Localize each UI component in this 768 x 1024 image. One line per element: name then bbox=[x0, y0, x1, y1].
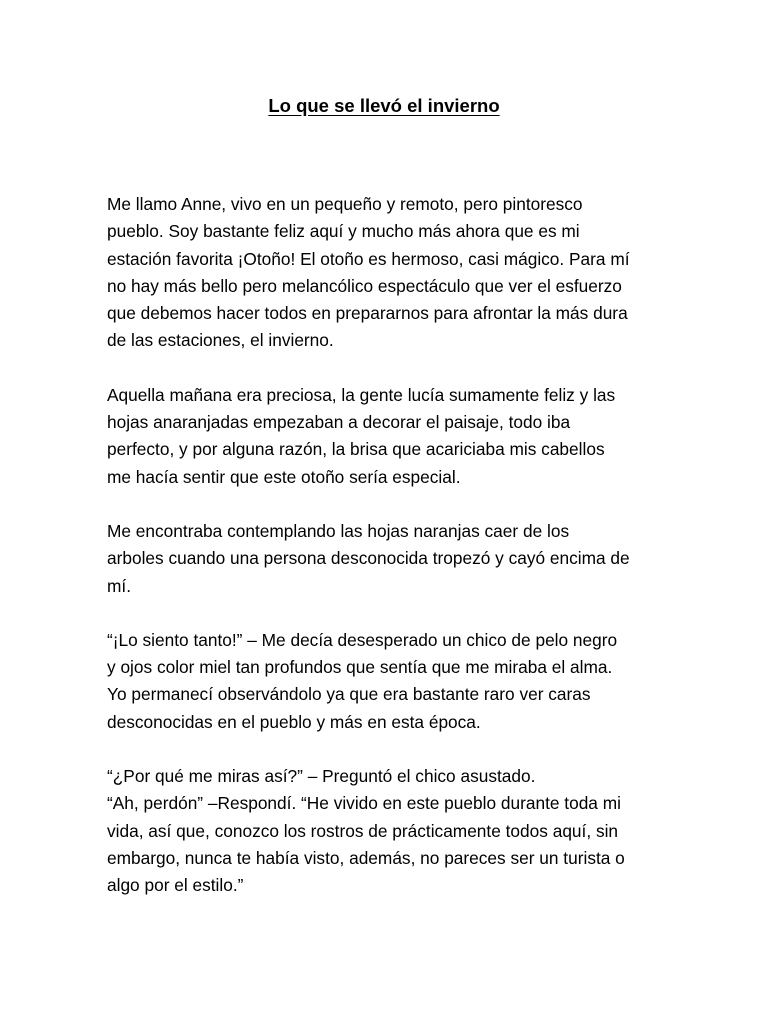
text-line: arboles cuando una persona desconocida tropezó y cayó encima de bbox=[107, 548, 630, 569]
document-title: Lo que se llevó el invierno bbox=[268, 95, 500, 116]
text-line: y ojos color miel tan profundos que sentía que me miraba el alma. bbox=[107, 657, 613, 678]
text-line: embargo, nunca te había visto, además, no pareces ser un turista o bbox=[107, 847, 625, 868]
paragraph-3 bbox=[107, 518, 667, 600]
text-line: mí. bbox=[107, 575, 131, 596]
text-line: Aquella mañana era preciosa, la gente lucía sumamente feliz y las bbox=[107, 384, 616, 405]
text-line: no hay más bello pero melancólico espectáculo que ver el esfuerzo bbox=[107, 275, 622, 296]
document-body bbox=[107, 191, 667, 900]
paragraph-4 bbox=[107, 627, 667, 736]
text-line: Yo permanecí observándolo ya que era bastante raro ver caras bbox=[107, 684, 591, 705]
text-line: de las estaciones, el invierno. bbox=[107, 330, 334, 351]
paragraph-5 bbox=[107, 763, 667, 899]
text-line: “¿Por qué me miras así?” – Preguntó el chico asustado. bbox=[107, 766, 536, 787]
paragraph-2 bbox=[107, 382, 667, 491]
text-line: Me encontraba contemplando las hojas naranjas caer de los bbox=[107, 520, 570, 541]
text-line: “¡Lo siento tanto!” – Me decía desesperado un chico de pelo negro bbox=[107, 629, 618, 650]
text-line: hojas anaranjadas empezaban a decorar el paisaje, todo iba bbox=[107, 412, 571, 433]
text-line: Me llamo Anne, vivo en un pequeño y remoto, pero pintoresco bbox=[107, 194, 583, 214]
text-line: perfecto, y por alguna razón, la brisa que acariciaba mis cabellos bbox=[107, 439, 605, 460]
text-line: “Ah, perdón” –Respondí. “He vivido en este pueblo durante toda mi bbox=[107, 793, 621, 814]
text-line: desconocidas en el pueblo y más en esta época. bbox=[107, 711, 481, 732]
text-line: que debemos hacer todos en prepararnos para afrontar la más dura bbox=[107, 303, 628, 324]
paragraph-1 bbox=[107, 191, 667, 355]
text-line: me hacía sentir que este otoño sería especial. bbox=[107, 466, 461, 487]
text-line: vida, así que, conozco los rostros de prácticamente todos aquí, sin bbox=[107, 820, 619, 841]
text-line: algo por el estilo.” bbox=[107, 875, 244, 896]
text-line: pueblo. Soy bastante feliz aquí y mucho más ahora que es mi bbox=[107, 221, 580, 242]
text-line: estación favorita ¡Otoño! El otoño es hermoso, casi mágico. Para mí bbox=[107, 248, 630, 269]
